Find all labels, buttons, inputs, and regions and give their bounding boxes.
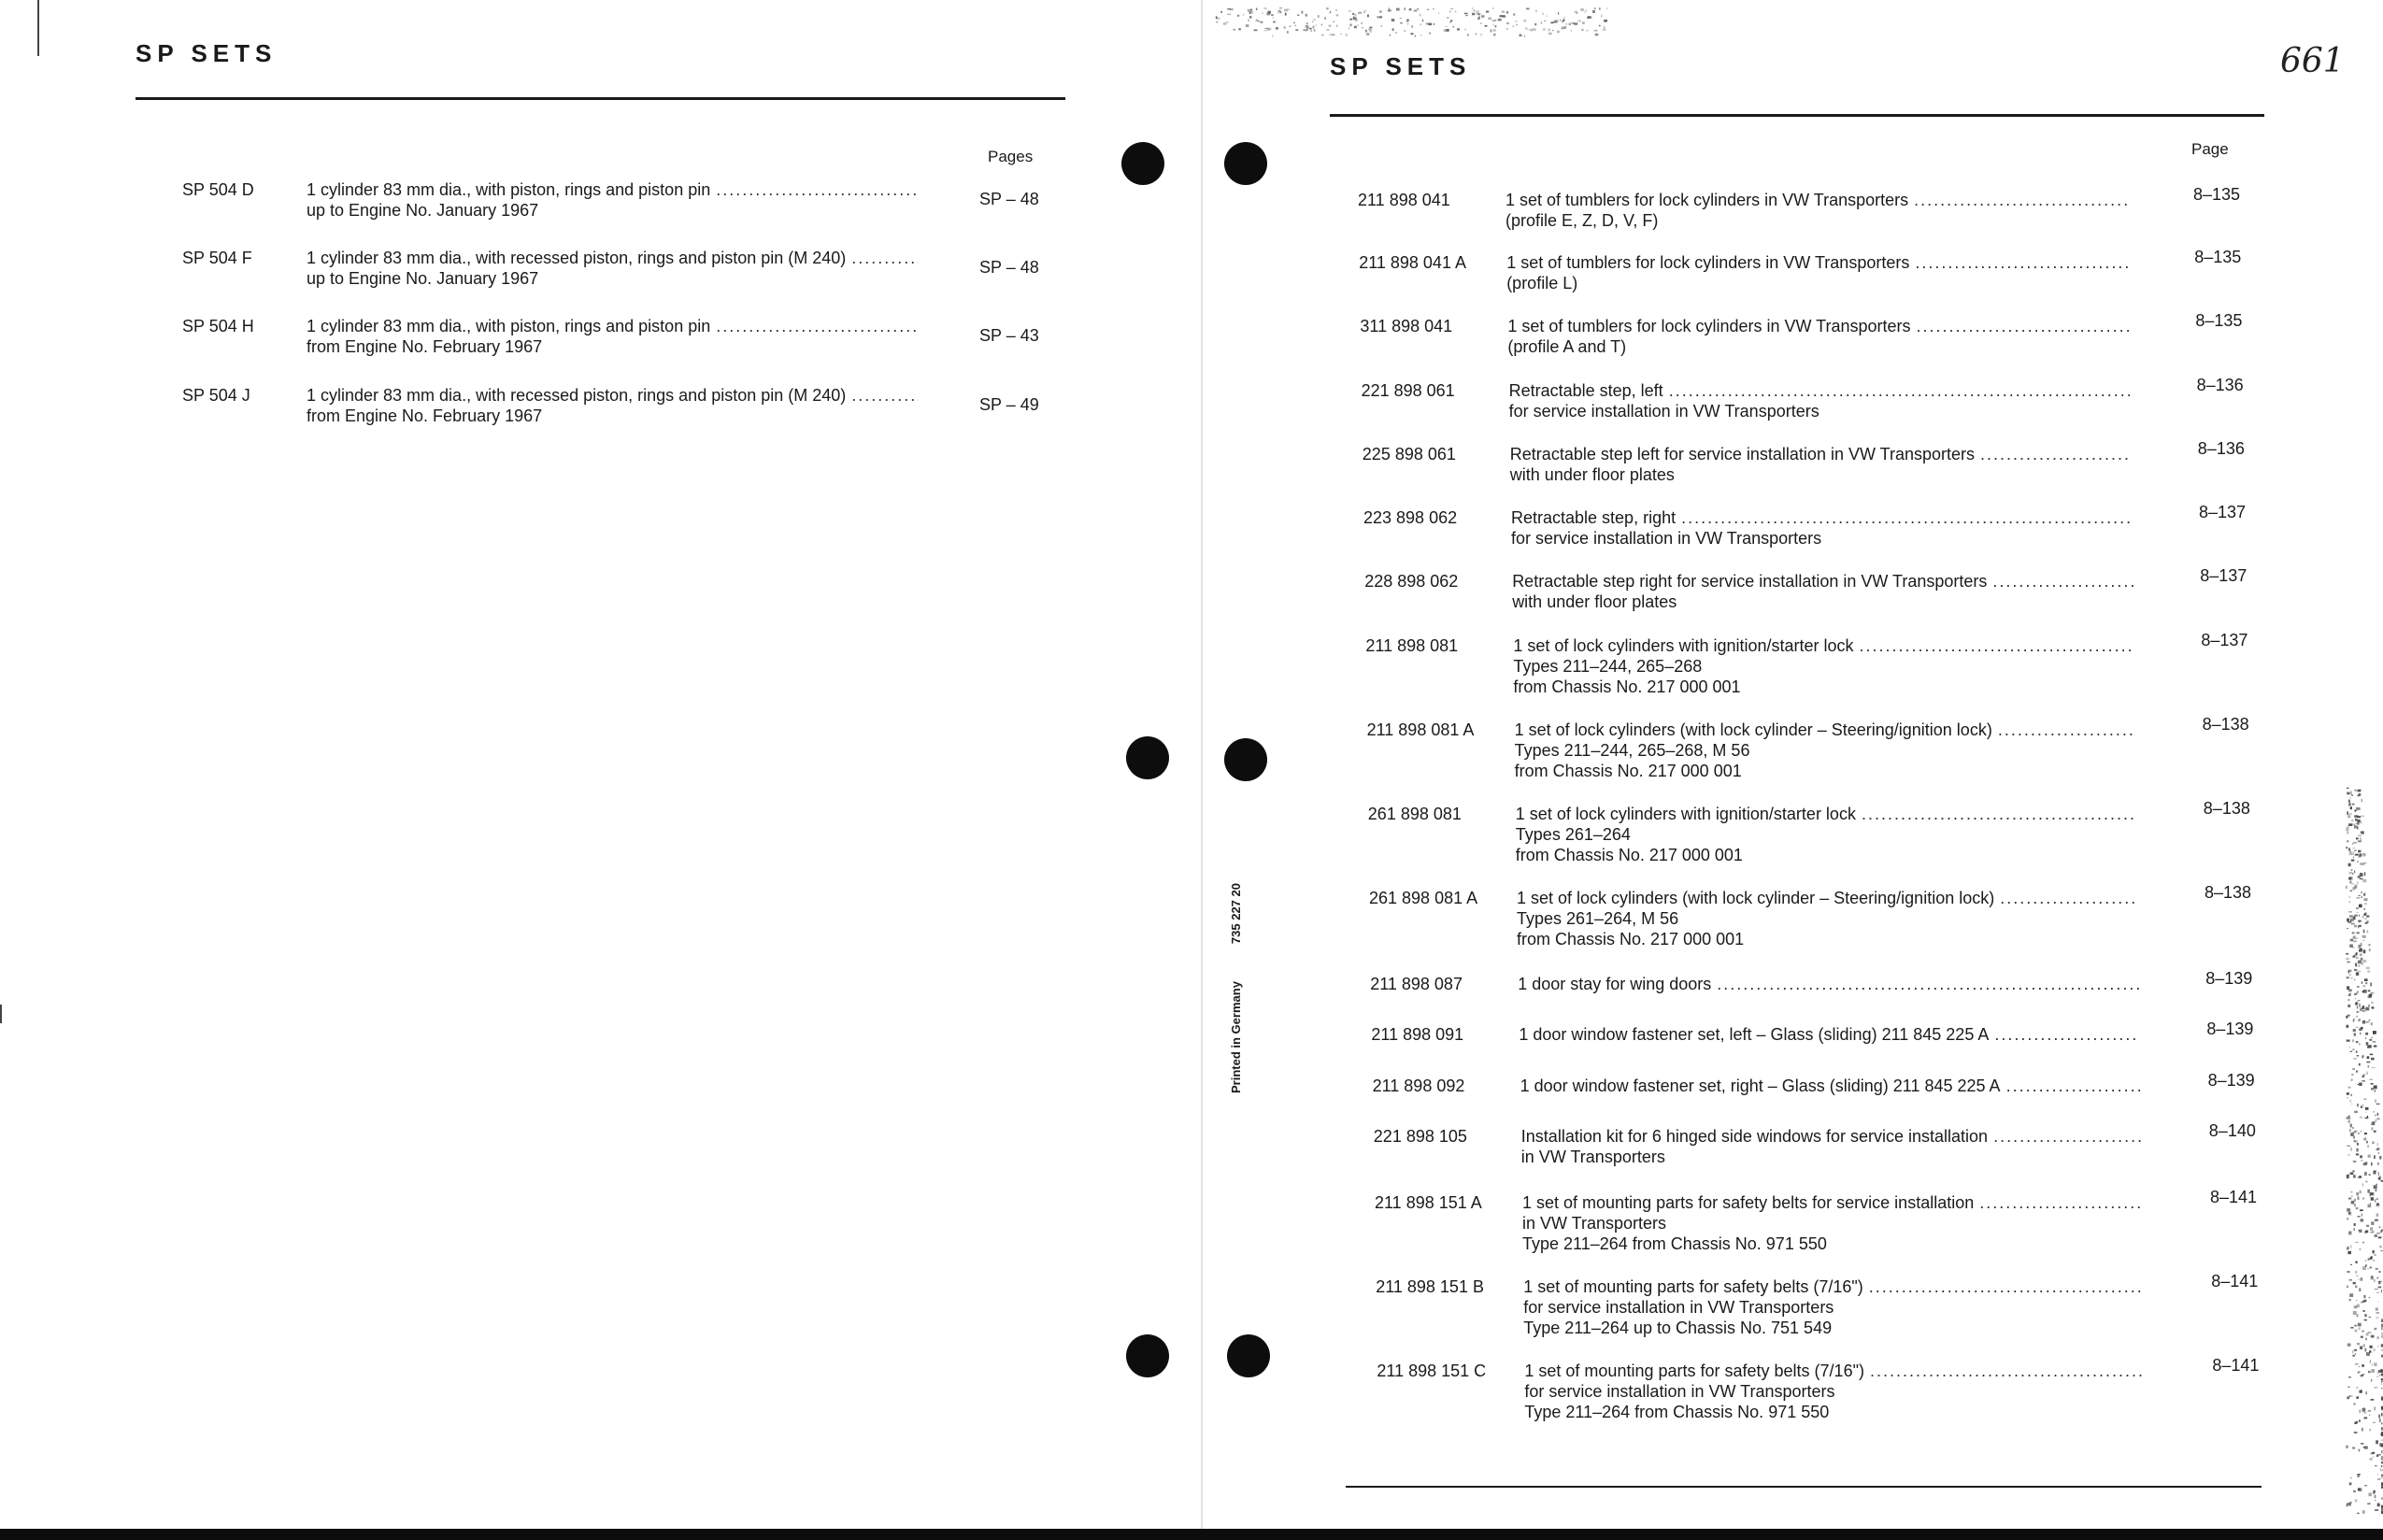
printed-in-germany: Printed in Germany [1229, 981, 1243, 1093]
description-subline: with under floor plates [1509, 465, 1675, 484]
leader-dots [1979, 1192, 2144, 1213]
leader-dots [1915, 252, 2128, 273]
description-text: 1 set of lock cylinders with ignition/starter lock [1513, 636, 1854, 655]
page-reference: 8–135 [2194, 248, 2242, 266]
part-number: 211 898 041 A [1359, 253, 1466, 272]
sp-set-description [307, 179, 919, 221]
part-description [1507, 316, 2129, 357]
right-header-rule [1330, 114, 2264, 117]
description-text: 1 set of tumblers for lock cylinders in VW Transporters [1505, 191, 1909, 209]
description-text: 1 set of tumblers for lock cylinders in VW Transporters [1506, 253, 1910, 272]
description-text: 1 cylinder 83 mm dia., with recessed piston, rings and piston pin (M 240) [307, 249, 847, 267]
leader-dots [1862, 804, 2137, 824]
part-number: 228 898 062 [1364, 572, 1459, 591]
punch-hole-icon [1126, 736, 1169, 779]
sp-set-description [307, 385, 919, 426]
page-reference: 8–138 [2205, 883, 2252, 902]
margin-mark [0, 1005, 2, 1023]
part-description [1519, 1024, 2140, 1045]
description-subline: from Chassis No. 217 000 001 [1517, 930, 1745, 948]
right-footer-rule [1346, 1486, 2262, 1488]
description-text: Retractable step right for service installation in VW Transporters [1512, 572, 1988, 591]
description-text: 1 set of lock cylinders (with lock cylinder – Steering/ignition lock) [1517, 889, 1995, 907]
page-fold [1201, 0, 1203, 1540]
description-subline: up to Engine No. January 1967 [307, 201, 539, 220]
part-number: 211 898 087 [1370, 975, 1463, 993]
margin-mark [37, 0, 39, 56]
part-description [1506, 252, 2128, 293]
part-description [1518, 974, 2139, 994]
page-reference: 8–137 [2201, 631, 2248, 649]
leader-dots [1681, 507, 2133, 528]
part-number: 211 898 091 [1371, 1025, 1464, 1044]
description-subline: Types 261–264, M 56 [1517, 909, 1679, 928]
punch-hole-icon [1224, 738, 1267, 781]
leader-dots [716, 179, 919, 200]
description-text: 1 set of tumblers for lock cylinders in VW Transporters [1507, 317, 1911, 335]
leader-dots [1998, 720, 2136, 740]
description-subline: from Chassis No. 217 000 001 [1515, 846, 1743, 864]
part-number: 311 898 041 [1360, 317, 1453, 335]
description-text: 1 set of lock cylinders with ignition/starter lock [1515, 805, 1856, 823]
part-description [1521, 1126, 2143, 1167]
part-description [1520, 1076, 2142, 1096]
part-description [1509, 380, 2131, 421]
description-text: 1 door window fastener set, left – Glass (sliding) 211 845 225 A [1519, 1025, 1990, 1044]
leader-dots [851, 248, 919, 268]
punch-hole-icon [1227, 1334, 1270, 1377]
description-subline: in VW Transporters [1522, 1214, 1667, 1233]
part-number: 211 898 092 [1372, 1077, 1465, 1095]
printer-imprint [1229, 883, 1243, 1093]
part-number: 211 898 151 A [1375, 1193, 1482, 1212]
description-subline: Type 211–264 up to Chassis No. 751 549 [1523, 1319, 1833, 1337]
part-number: 211 898 081 A [1366, 720, 1475, 739]
page-reference: 8–135 [2193, 185, 2241, 204]
description-text: 1 set of mounting parts for safety belts (7/16") [1524, 1362, 1864, 1380]
description-subline: in VW Transporters [1520, 1148, 1665, 1166]
description-text: Retractable step, left [1508, 381, 1663, 400]
scan-noise-edge [2308, 785, 2383, 1514]
leader-dots [1870, 1361, 2146, 1381]
description-subline: Types 211–244, 265–268, M 56 [1514, 741, 1750, 760]
sp-set-description [307, 248, 919, 289]
description-text: 1 door stay for wing doors [1518, 975, 1712, 993]
leader-dots [1914, 190, 2127, 210]
description-subline: for service installation in VW Transporters [1508, 402, 1819, 421]
part-number: 211 898 041 [1358, 191, 1450, 209]
leader-dots [851, 385, 919, 406]
leader-dots [1860, 635, 2135, 656]
page-reference: 8–137 [2199, 503, 2247, 521]
description-text: 1 set of mounting parts for safety belts (7/16") [1523, 1277, 1863, 1296]
description-subline: Type 211–264 from Chassis No. 971 550 [1522, 1234, 1827, 1253]
description-subline: Types 261–264 [1515, 825, 1631, 844]
description-text: Retractable step left for service installation in VW Transporters [1509, 445, 1976, 463]
punch-hole-icon [1126, 1334, 1169, 1377]
part-number: 211 898 081 [1365, 636, 1459, 655]
description-subline: from Engine No. February 1967 [307, 406, 543, 425]
page-reference: 8–139 [2205, 969, 2253, 988]
description-text: Retractable step, right [1511, 508, 1677, 527]
description-text: 1 cylinder 83 mm dia., with recessed piston, rings and piston pin (M 240) [307, 386, 847, 405]
description-subline: from Chassis No. 217 000 001 [1513, 677, 1741, 696]
scan-bottom-edge [0, 1529, 2383, 1540]
sp-set-code: SP 504 D [182, 180, 254, 199]
page-reference: 8–135 [2195, 311, 2243, 330]
page-reference: 8–138 [2202, 715, 2249, 734]
leader-dots [1992, 571, 2133, 592]
description-subline: (profile A and T) [1507, 337, 1627, 356]
leader-dots [716, 316, 919, 336]
sp-set-code: SP 504 H [182, 317, 254, 335]
leader-dots [1993, 1126, 2143, 1147]
part-number: 211 898 151 C [1377, 1362, 1487, 1380]
description-text: Installation kit for 6 hinged side windows for service installation [1520, 1127, 1989, 1146]
left-column-header-pages: Pages [988, 148, 1034, 165]
sp-set-description [307, 316, 919, 357]
part-description [1515, 720, 2136, 781]
page-reference: 8–136 [2196, 376, 2244, 394]
description-subline: up to Engine No. January 1967 [307, 269, 539, 288]
description-subline: Type 211–264 from Chassis No. 971 550 [1524, 1403, 1830, 1421]
sp-set-code: SP 504 J [182, 386, 250, 405]
leader-dots [1980, 444, 2132, 464]
part-description [1505, 190, 2127, 231]
part-description [1516, 804, 2137, 865]
sp-set-code: SP 504 F [182, 249, 252, 267]
page-reference: 8–138 [2203, 799, 2250, 818]
description-subline: from Engine No. February 1967 [307, 337, 543, 356]
page-reference: 8–141 [2212, 1356, 2260, 1375]
part-description [1510, 444, 2132, 485]
description-text: 1 cylinder 83 mm dia., with piston, rings and piston pin [307, 180, 711, 199]
page-reference: 8–141 [2210, 1188, 2258, 1206]
leader-dots [2006, 1076, 2142, 1096]
description-text: 1 set of lock cylinders (with lock cylinder – Steering/ignition lock) [1514, 720, 1992, 739]
page-reference: 8–137 [2200, 566, 2247, 585]
leader-dots [1994, 1024, 2140, 1045]
leader-dots [1917, 316, 2130, 336]
description-subline: from Chassis No. 217 000 001 [1514, 762, 1742, 780]
part-number: 221 898 105 [1373, 1127, 1467, 1146]
leader-dots [2000, 888, 2138, 908]
punch-hole-icon [1224, 142, 1267, 185]
description-subline: (profile E, Z, D, V, F) [1505, 211, 1659, 230]
part-description [1522, 1192, 2144, 1254]
left-page-title: SP SETS [136, 39, 278, 67]
part-number: 261 898 081 A [1369, 889, 1478, 907]
page-reference: 8–140 [2208, 1121, 2256, 1140]
part-description [1513, 635, 2134, 697]
part-number: 223 898 062 [1363, 508, 1458, 527]
page-reference: 8–141 [2211, 1272, 2259, 1290]
punch-hole-icon [1121, 142, 1164, 185]
description-subline: with under floor plates [1512, 592, 1677, 611]
description-subline: Types 211–244, 265–268 [1513, 657, 1703, 676]
description-subline: for service installation in VW Transporters [1523, 1298, 1834, 1317]
page-reference: 8–136 [2197, 439, 2245, 458]
handwritten-page-number: 661 [2280, 42, 2345, 80]
print-number: 735 227 20 [1229, 883, 1243, 945]
scan-noise-top [1215, 7, 1607, 45]
part-description [1511, 507, 2133, 549]
part-number: 211 898 151 B [1376, 1277, 1484, 1296]
leader-dots [1669, 380, 2131, 401]
description-text: 1 set of mounting parts for safety belts for service installation [1522, 1193, 1975, 1212]
description-text: 1 cylinder 83 mm dia., with piston, rings and piston pin [307, 317, 711, 335]
right-page [1201, 0, 2383, 1540]
part-number: 221 898 061 [1361, 381, 1455, 400]
right-page-title: SP SETS [1330, 52, 1472, 80]
leader-dots [1869, 1276, 2145, 1297]
page-reference: SP – 48 [979, 258, 1039, 277]
description-subline: for service installation in VW Transporters [1511, 529, 1822, 548]
leader-dots [1717, 974, 2139, 994]
page-reference: SP – 48 [979, 190, 1039, 208]
part-description [1523, 1276, 2145, 1338]
part-description [1512, 571, 2133, 612]
part-number: 225 898 061 [1362, 445, 1456, 463]
left-header-rule [136, 97, 1065, 100]
right-column-header-page: Page [2191, 140, 2229, 158]
part-number: 261 898 081 [1367, 805, 1462, 823]
page-reference: SP – 49 [979, 395, 1039, 414]
page-reference: 8–139 [2206, 1020, 2254, 1038]
description-text: 1 door window fastener set, right – Glass (sliding) 211 845 225 A [1520, 1077, 2001, 1095]
page-reference: 8–139 [2207, 1071, 2255, 1090]
part-description [1524, 1361, 2146, 1422]
description-subline: for service installation in VW Transporters [1524, 1382, 1835, 1401]
page-reference: SP – 43 [979, 326, 1039, 345]
part-description [1517, 888, 2138, 949]
description-subline: (profile L) [1506, 274, 1578, 292]
